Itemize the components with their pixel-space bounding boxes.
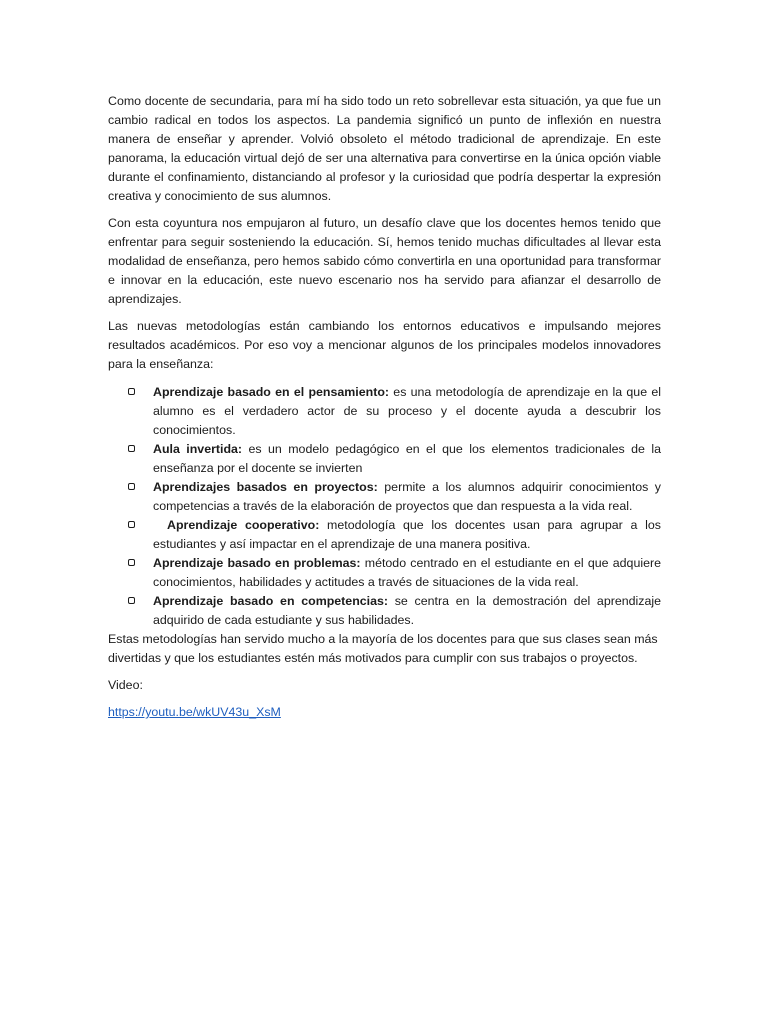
square-bullet-icon [128,597,135,604]
method-term: Aprendizaje cooperativo: [167,518,320,532]
list-item [108,383,661,440]
list-item [108,440,661,478]
paragraph-coyuntura: Con esta coyuntura nos empujaron al futuro, un desafío clave que los docentes hemos tenido que enfrentar para seguir sosteniendo la educación. Sí, hemos tenido muchas dificultades al llevar esta modalidad de enseñanza, pero hemos sabido cómo convertirla en una oportunidad para transformar e innovar en la educación, este nuevo escenario nos ha servido para afianzar el desarrollo de aprendizajes. [108,216,661,306]
square-bullet-icon [128,521,135,528]
list-item [108,554,661,592]
square-bullet-icon [128,559,135,566]
method-term: Aprendizaje basado en problemas: [153,556,361,570]
method-term: Aprendizaje basado en el pensamiento: [153,385,390,399]
square-bullet-icon [128,388,135,395]
method-description: es una metodología de aprendizaje en la que el alumno es el verdadero actor de su proceso y el docente ayuda a descubrir los conocimientos. [153,385,661,437]
list-item [108,592,661,630]
methods-list [108,383,661,630]
square-bullet-icon [128,483,135,490]
method-description: permite a los alumnos adquirir conocimientos y competencias a través de la elaboración de proyectos que dan respuesta a la vida real. [153,480,661,513]
paragraph-closing: Estas metodologías han servido mucho a la mayoría de los docentes para que sus clases sean más divertidas y que los estudiantes estén más motivados para cumplir con sus trabajos o proyectos. [108,632,658,665]
video-link-line [108,703,661,722]
method-description: se centra en la demostración del aprendizaje adquirido de cada estudiante y sus habilidades. [153,594,662,627]
video-link[interactable]: https://youtu.be/wkUV43u_XsM [108,705,281,719]
method-description: método centrado en el estudiante en el que adquiere conocimientos, habilidades y actitudes a través de situaciones de la vida real. [153,556,661,589]
method-description: es un modelo pedagógico en el que los elementos tradicionales de la enseñanza por el docente se invierten [153,442,661,475]
square-bullet-icon [128,445,135,452]
document-page [108,92,661,730]
method-term: Aula invertida: [153,442,243,456]
method-term: Aprendizajes basados en proyectos: [153,480,378,494]
method-description: metodología que los docentes usan para agrupar a los estudiantes y así impactar en el aprendizaje de una manera positiva. [153,518,662,551]
video-label: Video: [108,678,143,692]
method-term: Aprendizaje basado en competencias: [153,594,389,608]
list-item [108,516,661,554]
paragraph-intro: Como docente de secundaria, para mí ha sido todo un reto sobrellevar esta situación, ya que fue un cambio radical en todos los aspectos. La pandemia significó un punto de inflexión en nuestra manera de enseñar y aprender. Volvió obsoleto el método tradicional de aprendizaje. En este panorama, la educación virtual dejó de ser una alternativa para convertirse en la única opción viable durante el confinamiento, distanciando al profesor y la curiosidad que podría despertar la expresión creativa y conocimiento de sus alumnos. [108,94,661,203]
list-item [108,478,661,516]
paragraph-metodologias: Las nuevas metodologías están cambiando los entornos educativos e impulsando mejores resultados académicos. Por eso voy a mencionar algunos de los principales modelos innovadores para la enseñanza: [108,319,661,371]
